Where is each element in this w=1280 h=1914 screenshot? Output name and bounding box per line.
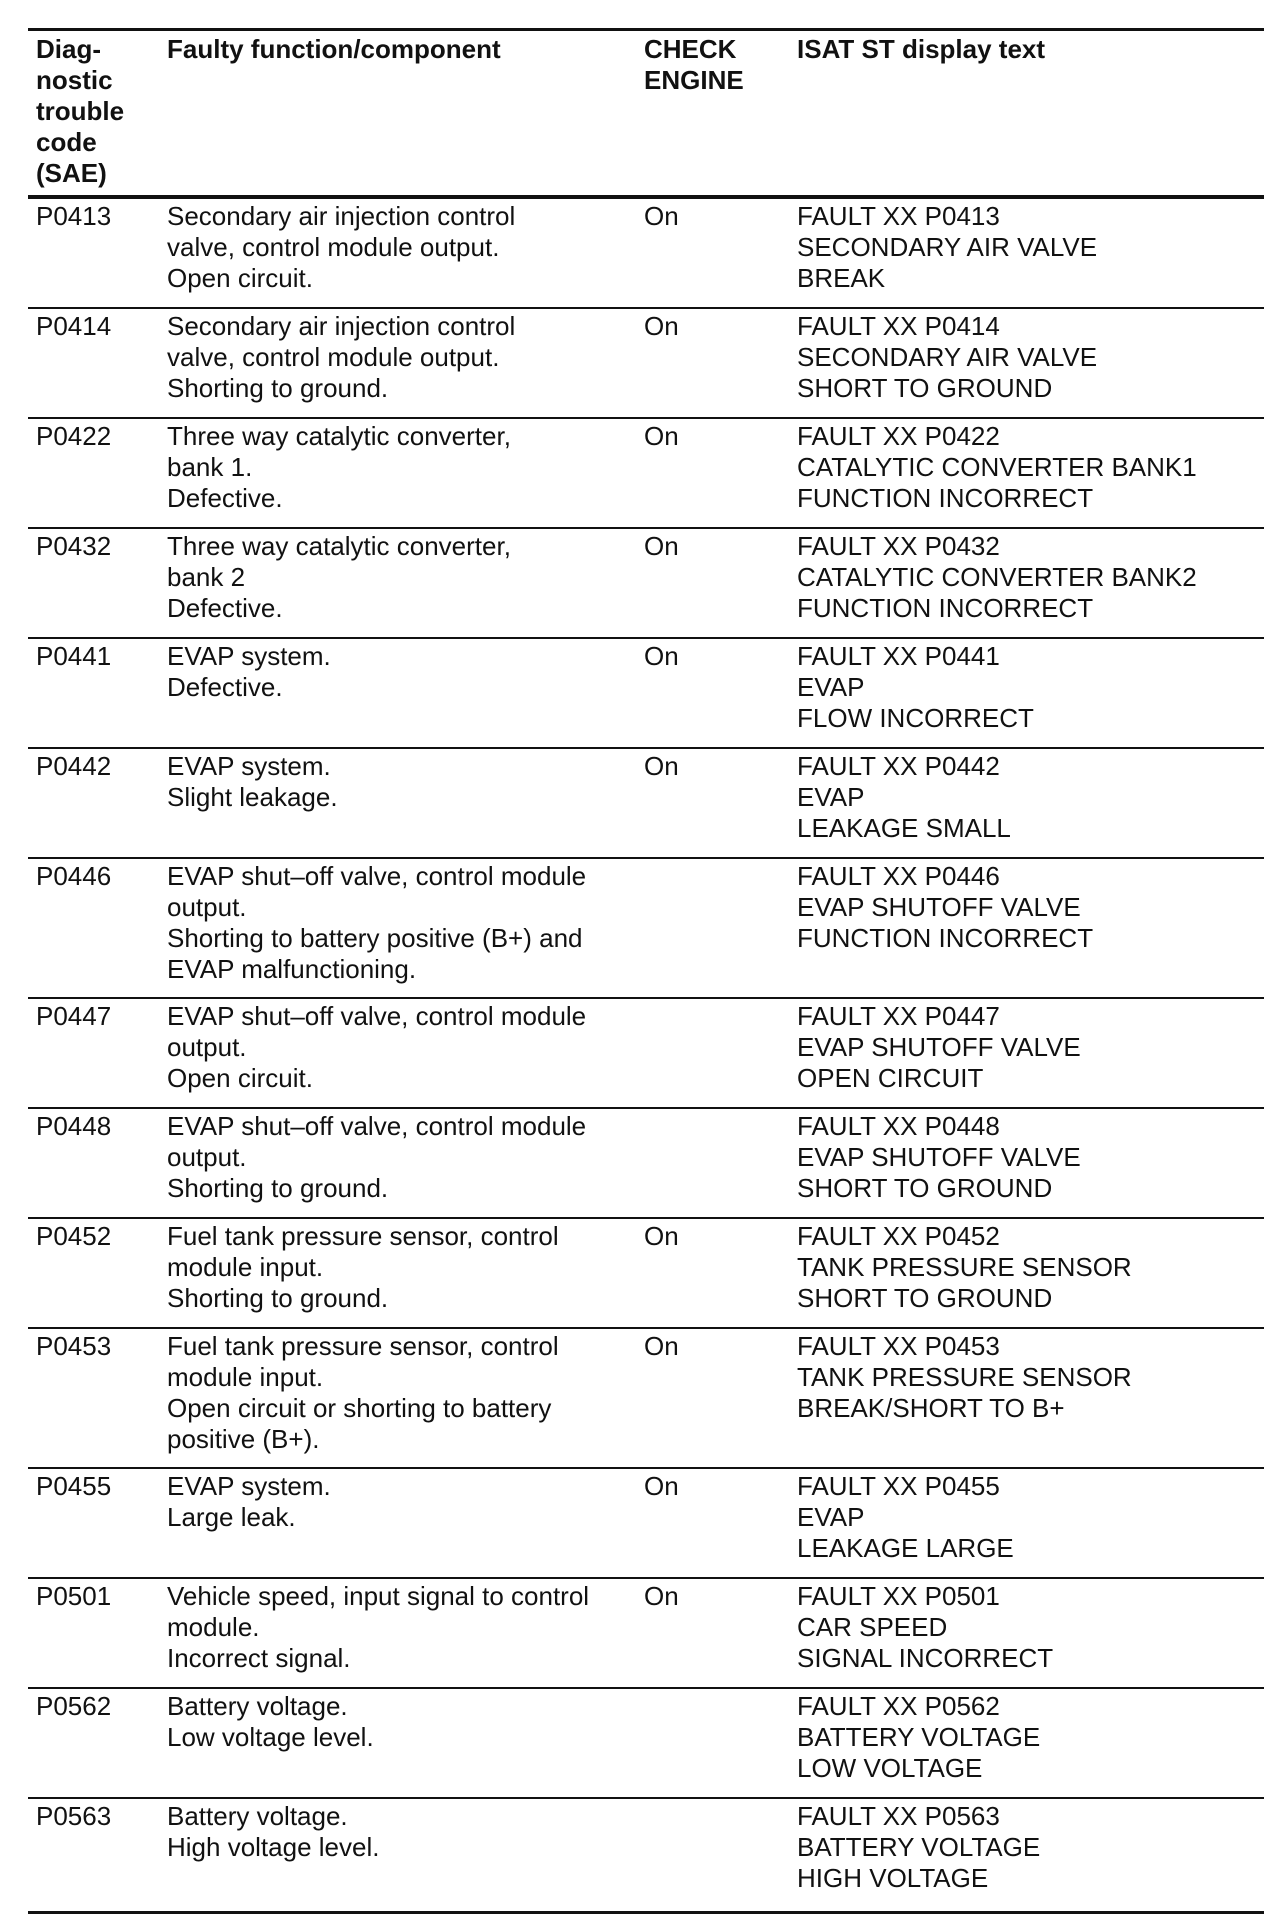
cell-function: Battery voltage. High voltage level. (167, 1801, 380, 1862)
cell-code: P0448 (36, 1111, 112, 1141)
cell-code: P0432 (36, 531, 112, 561)
cell-code: P0452 (36, 1221, 112, 1251)
table-row (28, 638, 1264, 748)
header-code: Diag- nostic trouble code (SAE) (28, 30, 159, 198)
table-row (28, 1688, 1264, 1798)
cell-check-engine: On (644, 1331, 679, 1361)
table-row (28, 308, 1264, 418)
header-function: Faulty function/component (159, 30, 636, 198)
cell-code: P0414 (36, 311, 112, 341)
cell-isat-display: FAULT XX P0442 EVAP LEAKAGE SMALL (797, 751, 1011, 843)
cell-isat-display: FAULT XX P0562 BATTERY VOLTAGE LOW VOLTAGE (797, 1691, 1041, 1783)
cell-check-engine: On (644, 531, 679, 561)
dtc-table (28, 28, 1264, 1914)
cell-function: Secondary air injection control valve, control module output. Open circuit. (167, 201, 516, 293)
cell-isat-display: FAULT XX P0501 CAR SPEED SIGNAL INCORRECT (797, 1581, 1054, 1673)
cell-check-engine: On (644, 641, 679, 671)
table-row (28, 858, 1264, 998)
cell-code: P0441 (36, 641, 112, 671)
cell-code: P0446 (36, 861, 112, 891)
table-row (28, 1108, 1264, 1218)
cell-isat-display: FAULT XX P0413 SECONDARY AIR VALVE BREAK (797, 201, 1098, 293)
cell-code: P0442 (36, 751, 112, 781)
cell-code: P0422 (36, 421, 112, 451)
cell-check-engine (636, 1688, 789, 1798)
header-isat-display: ISAT ST display text (789, 30, 1264, 198)
cell-function: EVAP system. Defective. (167, 641, 331, 702)
cell-check-engine: On (644, 1471, 679, 1501)
table-row (28, 998, 1264, 1108)
table-body (28, 197, 1264, 1913)
cell-code: P0413 (36, 201, 112, 231)
cell-isat-display: FAULT XX P0414 SECONDARY AIR VALVE SHORT TO GROUND (797, 311, 1098, 403)
cell-function: Vehicle speed, input signal to control module. Incorrect signal. (167, 1581, 590, 1673)
cell-check-engine (636, 858, 789, 998)
cell-isat-display: FAULT XX P0432 CATALYTIC CONVERTER BANK2 FUNCTION INCORRECT (797, 531, 1197, 623)
cell-check-engine (636, 998, 789, 1108)
cell-check-engine: On (644, 201, 679, 231)
cell-check-engine: On (644, 751, 679, 781)
cell-check-engine (636, 1108, 789, 1218)
cell-check-engine: On (644, 311, 679, 341)
cell-function: EVAP shut–off valve, control module output. Shorting to battery positive (B+) and EVAP malfunctioning. (167, 861, 587, 984)
cell-code: P0501 (36, 1581, 112, 1611)
cell-function: Secondary air injection control valve, control module output. Shorting to ground. (167, 311, 516, 403)
cell-isat-display: FAULT XX P0452 TANK PRESSURE SENSOR SHORT TO GROUND (797, 1221, 1132, 1313)
table-row (28, 1218, 1264, 1328)
table-row (28, 748, 1264, 858)
cell-code: P0447 (36, 1001, 112, 1031)
table-row (28, 1578, 1264, 1688)
cell-function: EVAP shut–off valve, control module output. Open circuit. (167, 1001, 587, 1093)
cell-isat-display: FAULT XX P0455 EVAP LEAKAGE LARGE (797, 1471, 1014, 1563)
cell-isat-display: FAULT XX P0422 CATALYTIC CONVERTER BANK1 FUNCTION INCORRECT (797, 421, 1197, 513)
cell-isat-display: FAULT XX P0447 EVAP SHUTOFF VALVE OPEN CIRCUIT (797, 1001, 1081, 1093)
cell-function: Fuel tank pressure sensor, control module input. Shorting to ground. (167, 1221, 559, 1313)
cell-check-engine (636, 1798, 789, 1913)
cell-isat-display: FAULT XX P0453 TANK PRESSURE SENSOR BREAK/SHORT TO B+ (797, 1331, 1132, 1423)
cell-check-engine: On (644, 1581, 679, 1611)
cell-function: EVAP system. Slight leakage. (167, 751, 338, 812)
cell-code: P0563 (36, 1801, 112, 1831)
table-header (28, 30, 1264, 198)
cell-isat-display: FAULT XX P0446 EVAP SHUTOFF VALVE FUNCTION INCORRECT (797, 861, 1094, 953)
cell-isat-display: FAULT XX P0448 EVAP SHUTOFF VALVE SHORT TO GROUND (797, 1111, 1081, 1203)
table-row (28, 528, 1264, 638)
header-row (28, 30, 1264, 198)
cell-function: Three way catalytic converter, bank 1. Defective. (167, 421, 511, 513)
cell-function: Fuel tank pressure sensor, control module input. Open circuit or shorting to battery positive (B+). (167, 1331, 559, 1454)
table-row (28, 418, 1264, 528)
cell-function: EVAP shut–off valve, control module output. Shorting to ground. (167, 1111, 587, 1203)
table-row (28, 1798, 1264, 1913)
cell-function: Three way catalytic converter, bank 2 Defective. (167, 531, 511, 623)
table-row (28, 1468, 1264, 1578)
cell-check-engine: On (644, 1221, 679, 1251)
table-row (28, 197, 1264, 308)
cell-function: Battery voltage. Low voltage level. (167, 1691, 374, 1752)
cell-isat-display: FAULT XX P0563 BATTERY VOLTAGE HIGH VOLTAGE (797, 1801, 1041, 1893)
cell-code: P0453 (36, 1331, 112, 1361)
cell-code: P0455 (36, 1471, 112, 1501)
table-row (28, 1328, 1264, 1468)
cell-isat-display: FAULT XX P0441 EVAP FLOW INCORRECT (797, 641, 1034, 733)
cell-check-engine: On (644, 421, 679, 451)
cell-code: P0562 (36, 1691, 112, 1721)
cell-function: EVAP system. Large leak. (167, 1471, 331, 1532)
header-check-engine: CHECK ENGINE (636, 30, 789, 198)
